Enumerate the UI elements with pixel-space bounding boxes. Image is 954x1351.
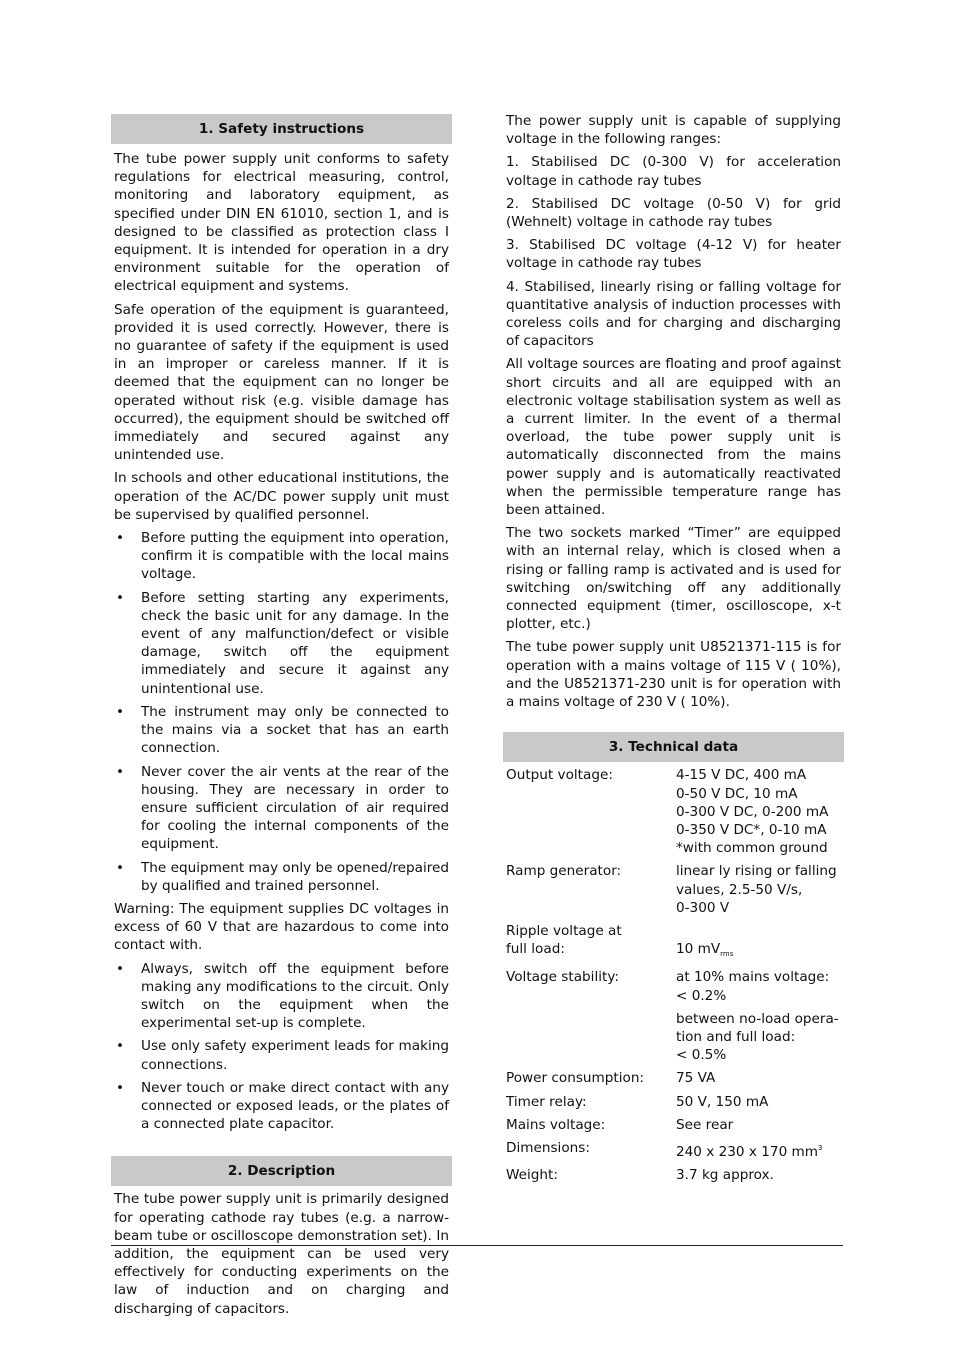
table-row: Weight: 3.7 kg approx. xyxy=(506,1167,774,1184)
section-heading-safety: 1. Safety instructions xyxy=(111,114,452,144)
list-item: • Before setting starting any experiments, check the basic unit for any damage. In the event of any malfunction/defect or visible damage, switch off the equipment immediately and secure it against any unintentional use. xyxy=(116,589,449,697)
list-item: • Never touch or make direct contact with any connected or exposed leads, or the plates of a connected plate capacitor. xyxy=(116,1079,449,1133)
bullet-icon: • xyxy=(116,589,125,606)
safety-paragraph-3: In schools and other educational institutions, the operation of the AC/DC power supply unit must be supervised by qualified personnel. xyxy=(114,470,449,523)
table-row: Voltage stability: at 10% mains voltage: < 0.2% between no-load opera- tion and full load: < 0.5% xyxy=(506,969,839,1064)
table-row: Ramp generator: linear ly rising or falling values, 2.5-50 V/s, 0-300 V xyxy=(506,863,837,916)
bullet-icon: • xyxy=(116,530,125,547)
list-item: • The equipment may only be opened/repaired by qualified and trained personnel. xyxy=(116,859,449,894)
bullet-icon: • xyxy=(116,960,125,977)
safety-bullet-list-1 xyxy=(114,529,449,895)
description-item-3: 3. Stabilised DC voltage (4-12 V) for heater voltage in cathode ray tubes xyxy=(506,237,841,272)
bullet-icon: • xyxy=(116,859,125,876)
section-heading-technical-data: 3. Technical data xyxy=(503,732,844,762)
bullet-icon: • xyxy=(116,763,125,780)
footer-divider xyxy=(111,1245,843,1246)
list-item: • Use only safety experiment leads for making connections. xyxy=(116,1038,449,1073)
table-row: Dimensions: 240 x 230 x 170 $mm^3$ xyxy=(506,1139,823,1160)
right-column xyxy=(503,112,844,1189)
section-heading-description: 2. Description xyxy=(111,1156,452,1186)
table-row: Mains voltage: See rear xyxy=(506,1116,734,1133)
description-item-1: 1. Stabilised DC (0-300 V) for acceleration voltage in cathode ray tubes xyxy=(506,154,841,189)
description-paragraph-4: The two sockets marked “Timer” are equipped with an internal relay, which is closed when a rising or falling ramp is activated and is used for switching on/switching off any additionally connected equipment (timer, oscilloscope, x-t plotter, etc.) xyxy=(506,525,841,633)
safety-warning: Warning: The equipment supplies DC voltages in excess of 60 V that are hazardous to come into contact with. xyxy=(114,900,449,954)
table-row: Ripple voltage at full load: 10 $mV_{rms}$ xyxy=(506,922,734,959)
description-item-2: 2. Stabilised DC voltage (0-50 V) for grid (Wehnelt) voltage in cathode ray tubes xyxy=(506,195,841,231)
description-paragraph-1: The tube power supply unit is primarily designed for operating cathode ray tubes (e.g. a narrow-beam tube or oscilloscope demonstration set). In addition, the equipment can be used very effectively for conducting experiments on the law of induction and on charging and discharging of capacitors. xyxy=(114,1191,449,1317)
safety-paragraph-2: Safe operation of the equipment is guaranteed, provided it is used correctly. However, there is no guarantee of safety if the equipment is used in an improper or careless manner. If it is deemed that the equipment can no longer be operated without risk (e.g. visible damage has occurred), the equipment should be switched off immediately and secured against any unintended use. xyxy=(114,301,449,464)
description-paragraph-5: The tube power supply unit U8521371-115 is for operation with a mains voltage of 115 V ( 10%), and the U8521371-230 unit is for operation with a mains voltage of 230 V ( 10%). xyxy=(506,639,841,711)
technical-data-table xyxy=(503,766,844,1189)
description-paragraph-2: The power supply unit is capable of supplying voltage in the following ranges: xyxy=(506,113,841,148)
bullet-icon: • xyxy=(116,1079,125,1096)
table-row: Timer relay: 50 V, 150 mA xyxy=(506,1093,769,1110)
bullet-icon: • xyxy=(116,703,125,720)
list-item: • Never cover the air vents at the rear of the housing. They are necessary in order to ensure sufficient circulation of air required for cooling the internal components of the equipment. xyxy=(116,763,449,853)
description-paragraph-3: All voltage sources are floating and proof against short circuits and all are equipped with an electronic voltage stabilisation system as well as a current limiter. In the event of a thermal overload, the tube power supply unit is automatically disconnected from the mains power supply and is automatically reactivated when the permissible temperature range has been attained. xyxy=(506,356,841,519)
list-item: • Before putting the equipment into operation, confirm it is compatible with the local mains voltage. xyxy=(116,530,449,583)
bullet-icon: • xyxy=(116,1038,125,1055)
description-item-4: 4. Stabilised, linearly rising or falling voltage for quantitative analysis of induction processes with coreless coils and for charging and discharging of capacitors xyxy=(506,278,841,350)
table-row: Output voltage: 4-15 V DC, 400 mA 0-50 V DC, 10 mA 0-300 V DC, 0-200 mA 0-350 V DC*, 0-10 mA *with common ground xyxy=(506,767,829,857)
list-item: • Always, switch off the equipment before making any modifications to the circuit. Only switch on the equipment when the experimental set-up is complete. xyxy=(116,960,449,1032)
list-item: • The instrument may only be connected to the mains via a socket that has an earth connection. xyxy=(116,703,449,757)
safety-bullet-list-2 xyxy=(114,960,449,1134)
left-column xyxy=(111,114,452,1323)
safety-paragraph-1: The tube power supply unit conforms to safety regulations for electrical measuring, control, monitoring and laboratory equipment, as specified under DIN EN 61010, section 1, and is designed to be classified as protection class I equipment. It is intended for operation in a dry environment suitable for the operation of electrical equipment and systems. xyxy=(114,151,449,295)
table-row: Power consumption: 75 VA xyxy=(506,1070,716,1087)
